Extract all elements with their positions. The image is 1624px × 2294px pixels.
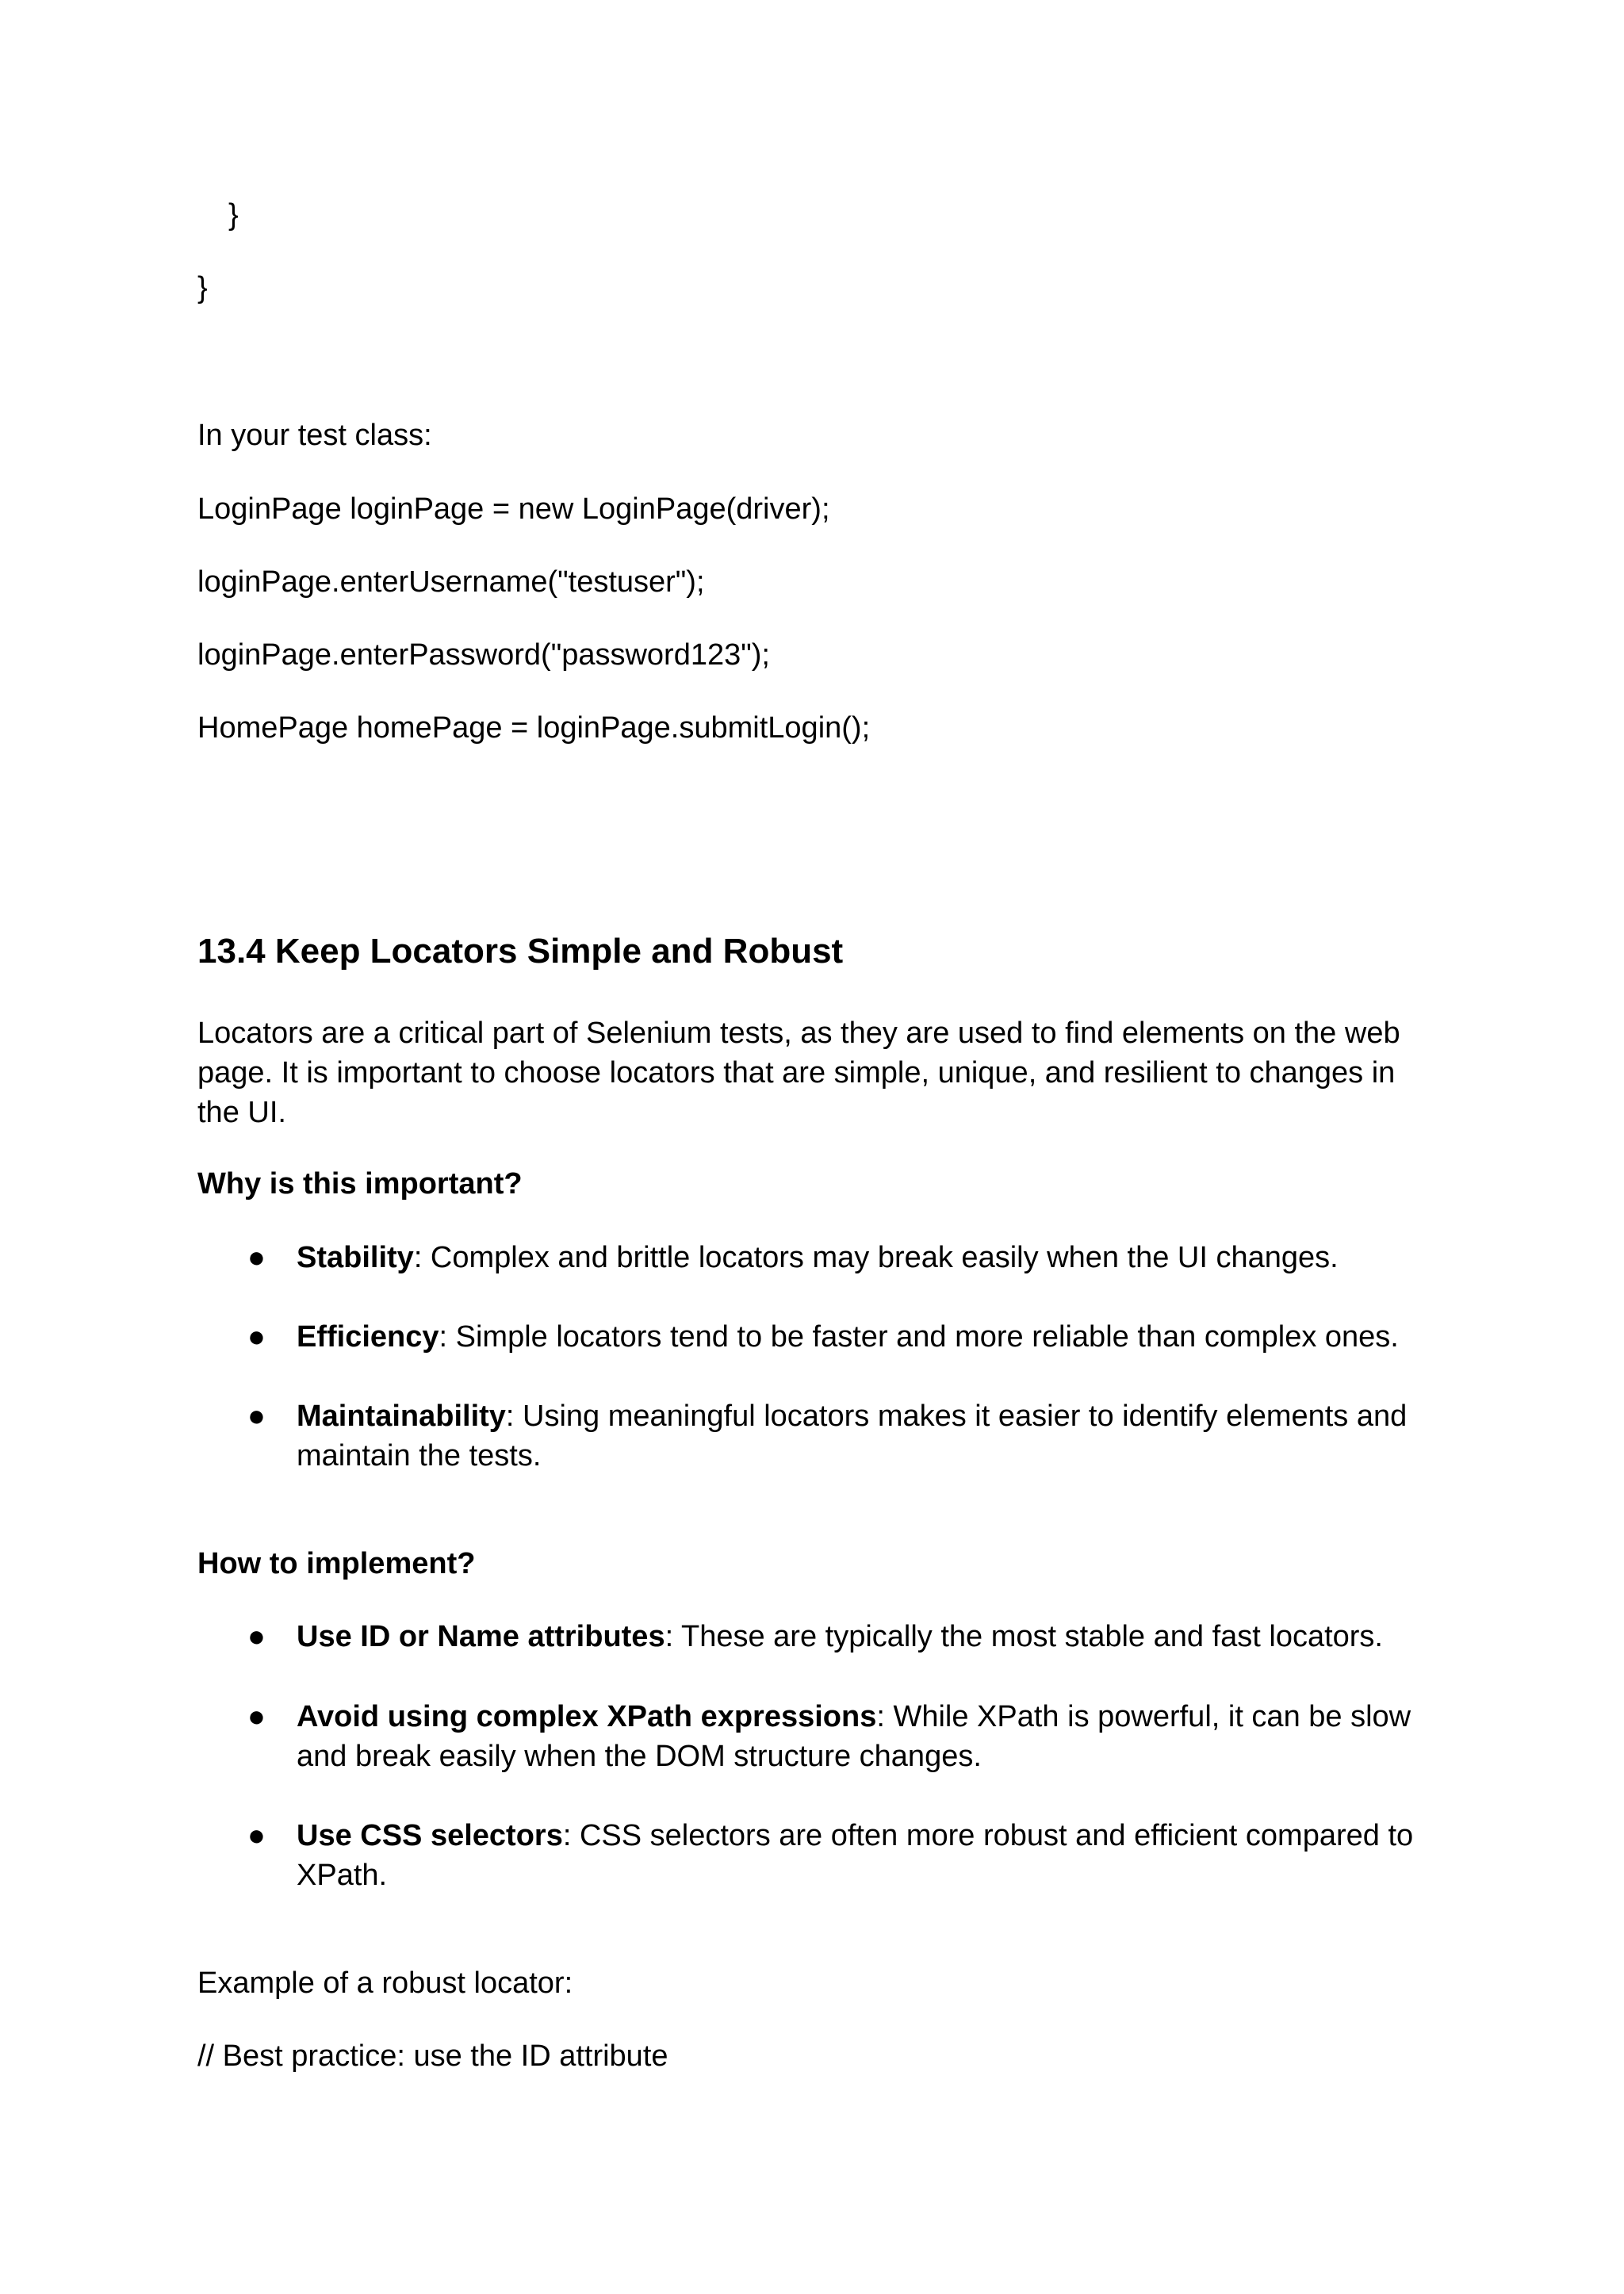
bullet-term: Stability xyxy=(297,1241,414,1274)
bullet-icon: ● xyxy=(247,1819,266,1852)
code-closing-brace-inner: } xyxy=(228,198,239,232)
test-class-intro: In your test class: xyxy=(197,419,432,452)
bullet-description: : Simple locators tend to be faster and more reliable than complex ones. xyxy=(439,1320,1399,1354)
list-item xyxy=(238,1617,1443,1656)
code-closing-brace-outer: } xyxy=(197,271,208,304)
bullet-icon: ● xyxy=(247,1241,266,1274)
bullet-term: Use CSS selectors xyxy=(297,1819,563,1852)
section-intro-paragraph: Locators are a critical part of Selenium tests, as they are used to find elements on the web page. It is important to choose locators that are simple, unique, and resilient to changes in the UI. xyxy=(197,1017,1400,1129)
code-line: loginPage.enterPassword("password123"); xyxy=(197,638,770,672)
example-intro: Example of a robust locator: xyxy=(197,1967,573,2000)
bullet-term: Efficiency xyxy=(297,1320,439,1354)
bullet-description: : Complex and brittle locators may break easily when the UI changes. xyxy=(413,1241,1339,1274)
bullet-description: : These are typically the most stable and fast locators. xyxy=(665,1620,1383,1653)
example-comment: // Best practice: use the ID attribute xyxy=(197,2039,668,2073)
list-item xyxy=(238,1317,1443,1357)
bullet-description: : While XPath is powerful, it can be slow and break easily when the DOM structure changes. xyxy=(297,1700,1411,1773)
list-item xyxy=(238,1697,1443,1776)
list-item xyxy=(238,1238,1443,1277)
bullet-icon: ● xyxy=(247,1400,266,1433)
code-line: LoginPage loginPage = new LoginPage(driver); xyxy=(197,492,830,526)
bullet-icon: ● xyxy=(247,1620,266,1653)
bullet-icon: ● xyxy=(247,1320,266,1354)
bullet-term: Use ID or Name attributes xyxy=(297,1620,665,1653)
code-line: loginPage.enterUsername("testuser"); xyxy=(197,565,705,599)
bullet-icon: ● xyxy=(247,1700,266,1733)
list-item xyxy=(238,1396,1443,1476)
why-heading: Why is this important? xyxy=(197,1167,523,1201)
how-heading: How to implement? xyxy=(197,1547,476,1580)
bullet-description: : CSS selectors are often more robust and efficient compared to XPath. xyxy=(297,1819,1414,1892)
bullet-description: : Using meaningful locators makes it easier to identify elements and maintain the tests. xyxy=(297,1400,1408,1473)
bullet-term: Maintainability xyxy=(297,1400,506,1433)
section-heading: 13.4 Keep Locators Simple and Robust xyxy=(197,932,844,971)
code-line: HomePage homePage = loginPage.submitLogin(); xyxy=(197,711,871,745)
list-item xyxy=(238,1816,1443,1895)
bullet-term: Avoid using complex XPath expressions xyxy=(297,1700,877,1733)
